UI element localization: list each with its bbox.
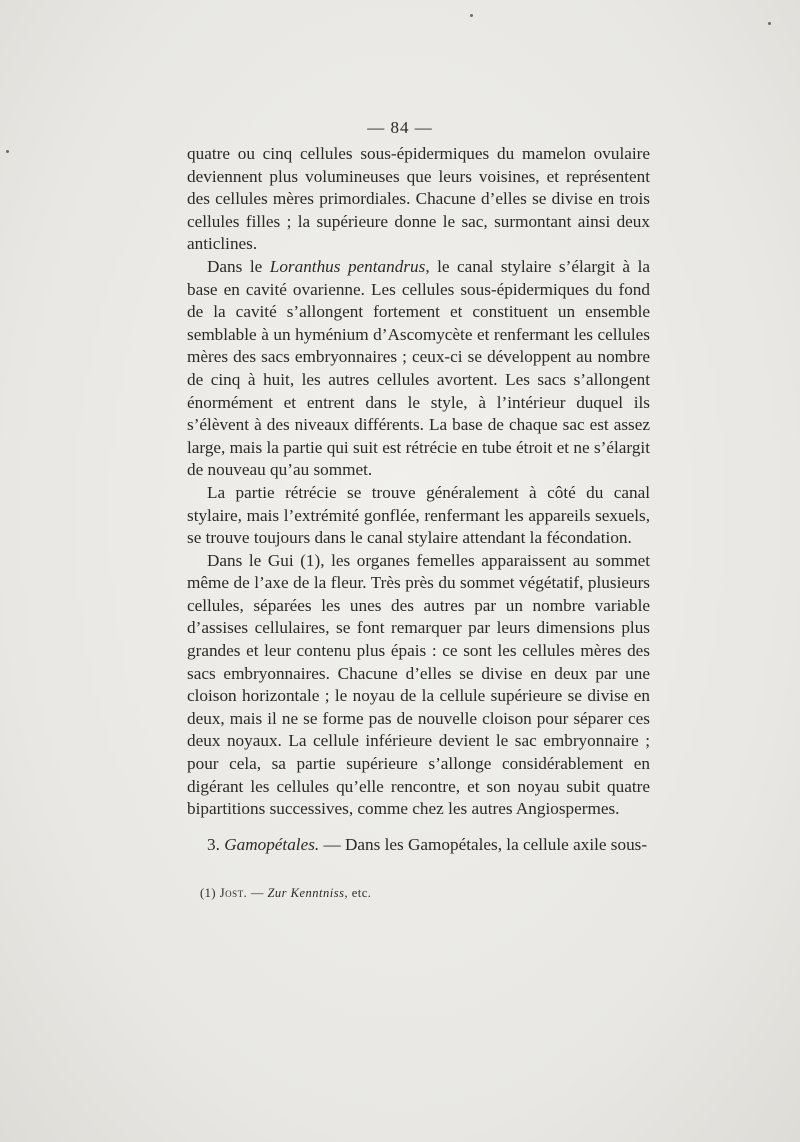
footnote	[200, 886, 650, 901]
italic-text: Gamopétales.	[224, 834, 320, 854]
paragraph	[187, 550, 650, 821]
footnote-separator: —	[247, 886, 268, 900]
text-run: Dans le Gui (1), les organes femelles apparaissent au sommet même de l’axe de la fleur. Très près du sommet végétatif, plusieurs cellules, séparées les unes des autres par un nombre variable d’assises cellulaires, se font remarquer par leurs dimensions plus grandes et leur contenu plus épais : ce sont les cellules mères des sacs embryonnaires. Chacune d’elles se divise en deux par une cloison horizontale ; le noyau de la cellule supérieure se divise en deux, mais il ne se forme pas de nouvelle cloison pour séparer ces deux noyaux. La cellule inférieure devient le sac embryonnaire ; pour cela, sa partie supérieure s’allonge considérablement en digérant les cellules qu’elle rencontre, et son noyau subit quatre bipartitions successives, comme chez les autres Angiospermes.	[187, 550, 650, 819]
footnote-author: Jost.	[219, 886, 248, 900]
text-run: La partie rétrécie se trouve généralement à côté du canal stylaire, mais l’extrémité gonflée, renfermant les appareils sexuels, se trouve toujours dans le canal stylaire attendant la fécondation.	[187, 482, 650, 548]
italic-text: Loranthus pentandrus	[269, 256, 426, 276]
paper-speck	[6, 150, 9, 153]
section-heading-paragraph	[187, 834, 650, 857]
footnote-number: (1)	[200, 886, 217, 900]
footnote-title: Zur Kenntniss,	[267, 886, 349, 900]
page-number: — 84 —	[367, 118, 433, 137]
text-run: 3.	[207, 834, 225, 854]
text-run: — Dans les Gamopétales, la cellule axile sous-	[319, 834, 648, 854]
paragraph	[187, 482, 650, 550]
text-run: quatre ou cinq cellules sous-épidermiques du mamelon ovulaire deviennent plus volumineuses que leurs voisines, et représentent des cellules mères primordiales. Chacune d’elles se divise en trois cellules filles ; la supérieure donne le sac, surmontant ainsi deux anticlines.	[187, 144, 650, 254]
text-run: , le canal stylaire s’élargit à la base en cavité ovarienne. Les cellules sous-épidermiques du fond de la cavité s’allongent fortement et constituent un ensemble semblable à un hyménium d’Ascomycète et renfermant les cellules mères des sacs embryonnaires ; ceux-ci se développent au nombre de cinq à huit, les autres cellules avortent. Les sacs s’allongent énormément et entrent dans le style, à l’intérieur duquel ils s’élèvent à des niveaux différents. La base de chaque sac est assez large, mais la partie qui suit est rétrécie en tube étroit et ne s’élargit de nouveau qu’au sommet.	[187, 256, 650, 480]
body-text	[187, 143, 650, 856]
text-run: Dans le	[207, 256, 270, 276]
paper-speck	[768, 22, 771, 25]
paper-speck	[470, 14, 473, 17]
paragraph	[187, 256, 650, 482]
footnote-rest: etc.	[348, 886, 372, 900]
paragraph	[187, 143, 650, 256]
